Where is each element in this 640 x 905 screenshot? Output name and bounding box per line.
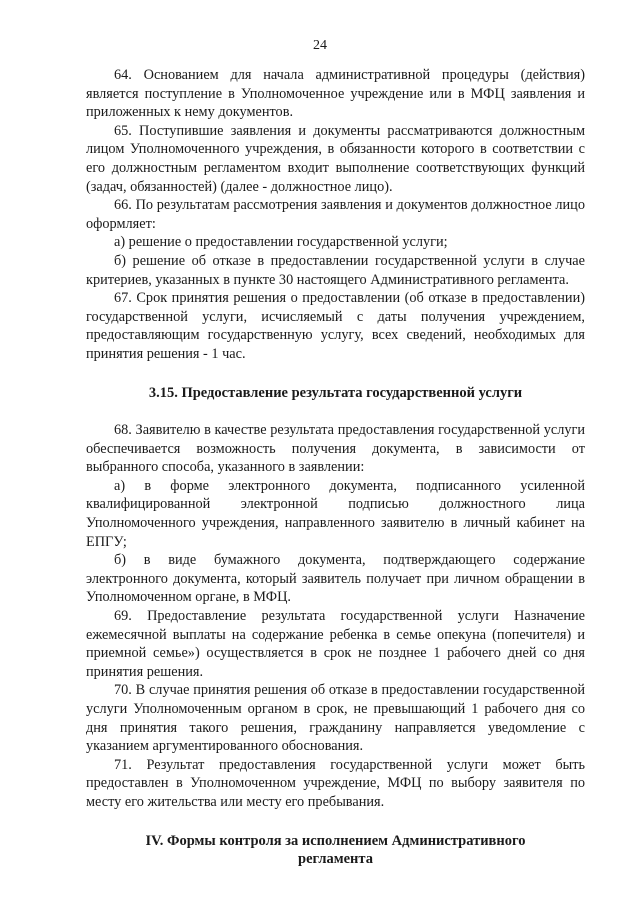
- section-heading-iv: IV. Формы контроля за исполнением Административного регламента: [145, 832, 526, 868]
- paragraph-70: 70. В случае принятия решения об отказе в предоставлении государственной услуги Уполномоченным органом в срок, не превышающий 1 рабочего дня со дня принятия такого решения, гражданину направляется уведомление с указанием аргументированного обоснования.: [86, 682, 585, 755]
- paragraph-68: 68. Заявителю в качестве результата предоставления государственной услуги обеспечивается возможность получения документа, в зависимости от выбранного способа, указанного в заявлении:: [86, 422, 585, 476]
- paragraph-67: 67. Срок принятия решения о предоставлении (об отказе в предоставлении) государственной услуги, исчисляемый с даты получения учреждением, предоставляющим государственную услугу, всех сведений, необходимых для принятия решения - 1 час.: [86, 290, 585, 362]
- paragraph-66-a: а) решение о предоставлении государственной услуги;: [114, 234, 448, 251]
- paragraph-66: 66. По результатам рассмотрения заявления и документов должностное лицо оформляет:: [86, 197, 585, 232]
- paragraph-68-a: а) в форме электронного документа, подписанного усиленной квалифицированной электронной подписью должностного лица Уполномоченного учреждения, направленного заявителю в личный кабинет на ЕПГУ;: [86, 477, 585, 550]
- document-body: [86, 66, 585, 869]
- paragraph-64: 64. Основанием для начала административной процедуры (действия) является поступление в Уполномоченное учреждение или в МФЦ заявления и приложенных к нему документов.: [86, 67, 585, 121]
- paragraph-68-b: б) в виде бумажного документа, подтверждающего содержание электронного документа, который заявитель получает при личном обращении в Уполномоченном органе, в МФЦ.: [86, 552, 585, 606]
- paragraph-65: 65. Поступившие заявления и документы рассматриваются должностным лицом Уполномоченного учреждения, в обязанности которого в соответствии с его должностным регламентом входит выполнение соответствующих функций (задач, обязанностей) (далее - должностное лицо).: [86, 122, 585, 195]
- section-heading-3-15: 3.15. Предоставление результата государственной услуги: [148, 384, 523, 401]
- paragraph-71: 71. Результат предоставления государственной услуги может быть предоставлен в Уполномоченном учреждение, МФЦ по выбору заявителя по месту его жительства или месту его пребывания.: [86, 756, 585, 810]
- page-number: 24: [313, 38, 327, 53]
- paragraph-66-b: б) решение об отказе в предоставлении государственной услуги в случае критериев, указанных в пункте 30 настоящего Административного регламента.: [86, 252, 585, 288]
- paragraph-69: 69. Предоставление результата государственной услуги Назначение ежемесячной выплаты на содержание ребенка в семье опекуна (попечителя) и приемной семье») осуществляется в срок не позднее 1 рабочего дней со дня принятия решения.: [86, 608, 585, 680]
